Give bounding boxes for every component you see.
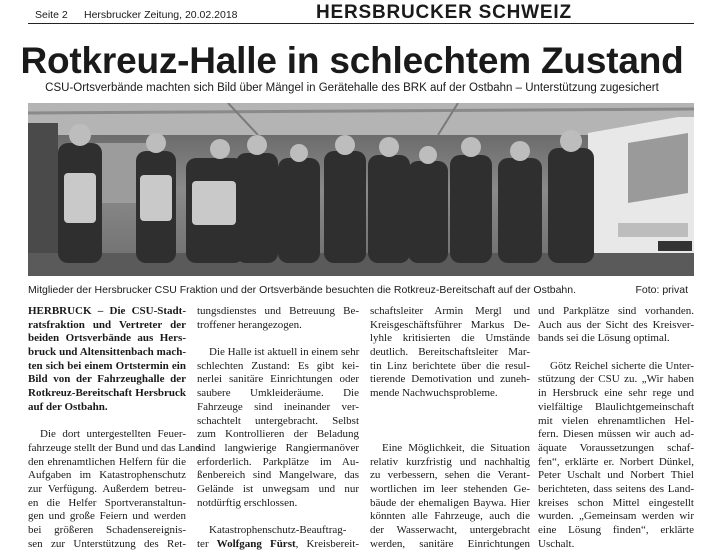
body-text: , Kreisbereit- — [295, 537, 359, 550]
body-line: und Parkplätze sind vorhanden. — [538, 305, 694, 317]
article-subheadline: CSU-Ortsverbände machten sich Bild über Mängel in Gerätehalle des BRK auf der Ostbahn – Unterstützung zugesichert — [45, 82, 659, 94]
body-line: wurden. „Gemeinsam werden wir — [538, 510, 694, 523]
body-line: werden, sanitäre Einrichtungen — [370, 537, 530, 550]
lead-line: Bild von der Fahrzeughalle der — [28, 373, 186, 386]
body-line: bei größeren Schadensereignis- — [28, 524, 186, 536]
body-line: sind langwierige Rangiermanöver — [197, 441, 359, 454]
body-line: zur Verfügung. Außerdem betreu- — [28, 482, 186, 495]
body-line: Gelände ist unwegsam und nur — [197, 482, 359, 495]
body-line: könnten alle Fahrzeuge, auch die — [370, 510, 530, 523]
photo-caption: Mitglieder der Hersbrucker CSU Fraktion und der Ortsverbände besuchten die Rotkreuz-Bereitschaft auf der Ostbahn. — [28, 284, 577, 296]
body-line: zum Kontrollieren der Beladung — [197, 428, 359, 441]
article-column-3 — [370, 305, 530, 551]
body-line: wortlichen im leer stehenden Ge- — [370, 482, 530, 495]
body-line: ßenbereich sind Mangelware, das — [197, 469, 359, 482]
body-line: fen“, erklärte er. Norbert Dünkel, — [538, 455, 694, 468]
body-line: relativ kurzfristig und nachhaltig — [370, 455, 530, 468]
body-line: tierende Demotivation und zuneh- — [370, 373, 530, 386]
body-line: nerlei sanitäre Einrichtungen oder — [197, 373, 359, 386]
group-photo — [28, 103, 694, 276]
body-line: der Wasserwacht, untergebracht — [370, 524, 530, 536]
body-line: den ehrenamtlichen Helfern für die — [28, 455, 186, 468]
body-line: lyhle kritisierten die Umstände — [370, 332, 530, 345]
body-line: fahrzeuge stellt der Bund und das Land — [28, 441, 201, 454]
lead-line: auf der Ostbahn. — [28, 400, 108, 413]
body-line: äquate Voraussetzungen schaf- — [538, 441, 694, 454]
lead-line: beiden Ortsverbände aus Hers- — [28, 332, 186, 345]
body-line: Uschalt. — [538, 537, 575, 550]
page-header — [0, 0, 704, 24]
body-line: mende Nachwuchsprobleme. — [370, 387, 498, 400]
lead-line: HERBRUCK – Die CSU-Stadt- — [28, 305, 186, 317]
body-line: Aufgaben im Katastrophenschutz — [28, 469, 186, 482]
lead-line: Rotkreuz-Bereitschaft Hersbruck — [28, 387, 186, 400]
body-line: sen zur Unterstützung des Ret- — [28, 537, 186, 550]
person-name-bold: Wolfgang Fürst — [216, 537, 296, 550]
lead-line: ratsfraktion und Vertreter der — [28, 318, 186, 331]
body-line: tungsdienstes und Betreuung Be- — [197, 305, 359, 317]
body-line: erforderlich. Parkplätze im Au- — [197, 455, 359, 468]
body-line: mit vielen ehrenamtlichen Hel- — [538, 414, 694, 427]
body-line: schlechten Zustand: Es gibt kei- — [197, 359, 359, 372]
body-line: Eine Möglichkeit, die Situation — [382, 441, 530, 454]
photo-credit: Foto: privat — [635, 284, 688, 296]
body-line: notdürftig erschlossen. — [197, 496, 298, 509]
body-line: Auch aus der Sicht des Kreisver- — [538, 318, 694, 331]
body-line: in Hersbruck eine sehr rege und — [538, 387, 694, 400]
newspaper-name-date: Hersbrucker Zeitung, 20.02.2018 — [84, 9, 238, 21]
article-headline: Rotkreuz-Halle in schlechtem Zustand — [20, 40, 684, 81]
article-column-2 — [197, 305, 359, 551]
body-text: ter — [197, 537, 217, 550]
body-line: stützung der CSU zu. „Wir haben — [538, 373, 694, 386]
body-line: schachtelt untergebracht. Selbst — [197, 414, 359, 427]
body-line: Kreisgeschäftsführer Markus De- — [370, 318, 530, 331]
body-line: Die dort untergestellten Feuer- — [40, 428, 186, 441]
article-column-1 — [28, 305, 201, 551]
body-line — [197, 538, 359, 551]
body-line: Peter Uschalt und Norbert Thiel — [538, 469, 694, 482]
body-line: tin Linz berichtete über die resul- — [370, 359, 530, 372]
body-line: deutlich. Bereitschaftsleiter Mar- — [370, 346, 530, 359]
body-line: vielfältige Blaulichtgemeinschaft — [538, 400, 694, 413]
section-title: HERSBRUCKER SCHWEIZ — [316, 2, 572, 23]
body-line: troffener herangezogen. — [197, 318, 302, 331]
page-number: Seite 2 — [35, 9, 68, 21]
body-line: schaftsleiter Armin Mergl und — [370, 305, 530, 317]
body-line: gen und große Feiern und werden — [28, 510, 186, 523]
body-line: eine Lösung finden“, erklärte — [538, 524, 694, 536]
body-line: Die Halle ist aktuell in einem sehr — [209, 346, 360, 359]
body-line: bands sei die Lösung optimal. — [538, 332, 670, 345]
header-rule — [28, 23, 694, 24]
article-column-4 — [538, 305, 694, 551]
lead-line: ten sich bei einem Ortstermin ein — [28, 359, 186, 372]
body-line: saubere Umkleideräume. Die — [197, 387, 359, 400]
body-line: berichteten, dass seitens des Land- — [538, 482, 694, 495]
body-line: en die Helfer Sportveranstaltun- — [28, 496, 186, 509]
body-line: zu verbessern, sehen die Verant- — [370, 469, 530, 482]
body-line: Götz Reichel sicherte die Unter- — [550, 359, 694, 372]
body-line: kreises schon Mittel eingestellt — [538, 496, 694, 509]
body-line: bäude der ehemaligen Baywa. Hier — [370, 496, 530, 509]
body-line: Fahrzeuge sind ineinander ver- — [197, 400, 359, 413]
body-line: fern. Diesen müssen wir auch ad- — [538, 428, 694, 441]
lead-line: bruck und Altensittenbach mach- — [28, 346, 186, 359]
body-line: Katastrophenschutz-Beauftrag- — [209, 524, 347, 536]
